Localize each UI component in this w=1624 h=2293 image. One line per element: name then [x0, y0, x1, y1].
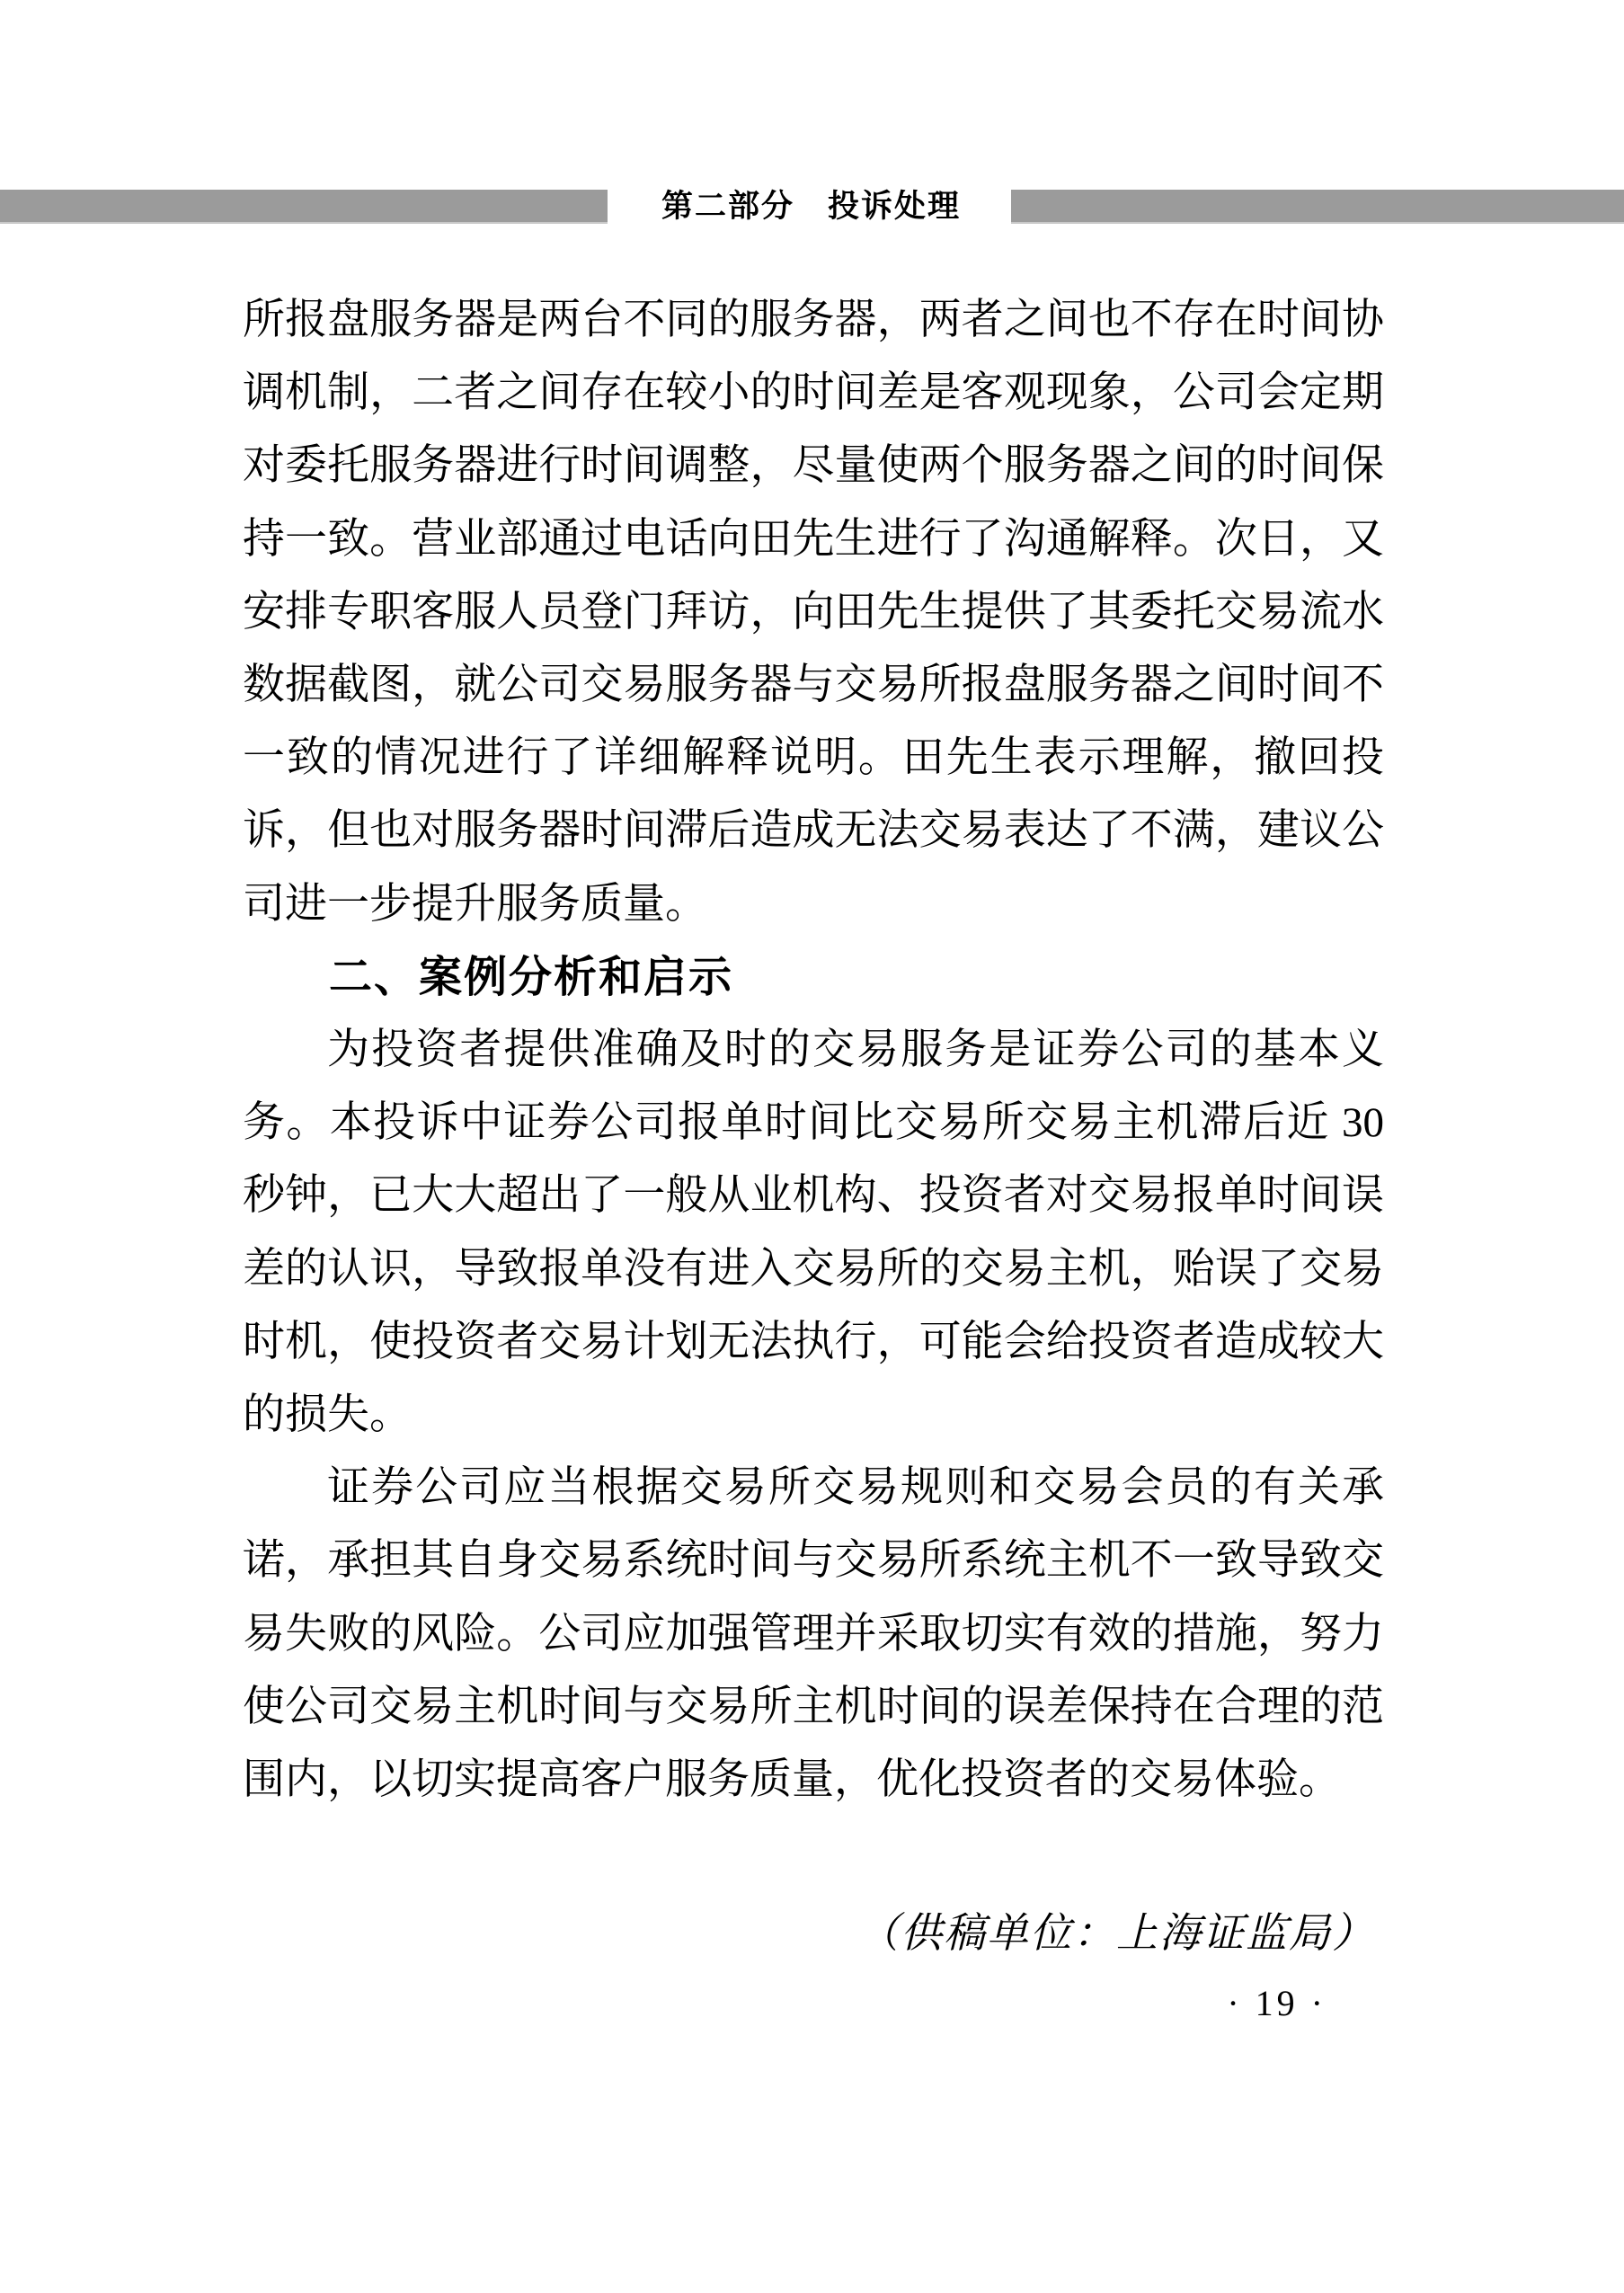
attribution-source: （供稿单位：上海证监局） — [857, 1910, 1375, 1957]
paragraph-analysis-2: 证券公司应当根据交易所交易规则和交易会员的有关承诺，承担其自身交易系统时间与交易所系统主机不一致导致交易失败的风险。公司应加强管理并采取切实有效的措施，努力使公司交易主机时间与交易所主机时间的误差保持在合理的范围内，以切实提高客户服务质量，优化投资者的交易体验。 — [243, 1464, 1384, 1804]
paragraph-analysis-1: 为投资者提供准确及时的交易服务是证券公司的基本义务。本投诉中证券公司报单时间比交易所交易主机滞后近 30 秒钟，已大大超出了一般从业机构、投资者对交易报单时间误差的认识，导致报单没有进入交易所的交易主机，贻误了交易时机，使投资者交易计划无法执行，可能会给投资者造成较大的损失。 — [243, 1027, 1384, 1439]
body-text-block — [243, 284, 1384, 2023]
section-heading-case-analysis: 二、案例分析和启示 — [329, 953, 734, 1001]
running-header — [0, 190, 1624, 224]
paragraph-case-resolution: 所报盘服务器是两台不同的服务器，两者之间也不存在时间协调机制，二者之间存在较小的时间差是客观现象，公司会定期对委托服务器进行时间调整，尽量使两个服务器之间的时间保持一致。营业部通过电话向田先生进行了沟通解释。次日，又安排专职客服人员登门拜访，向田先生提供了其委托交易流水数据截图，就公司交易服务器与交易所报盘服务器之间时间不一致的情况进行了详细解释说明。田先生表示理解，撤回投诉，但也对服务器时间滞后造成无法交易表达了不满，建议公司进一步提升服务质量。 — [243, 297, 1384, 928]
header-rule-right — [1011, 190, 1624, 224]
header-rule-left — [0, 190, 608, 224]
page-number: · 19 · — [1227, 1983, 1327, 2024]
running-head-title: 第二部分 投诉处理 — [661, 189, 962, 224]
